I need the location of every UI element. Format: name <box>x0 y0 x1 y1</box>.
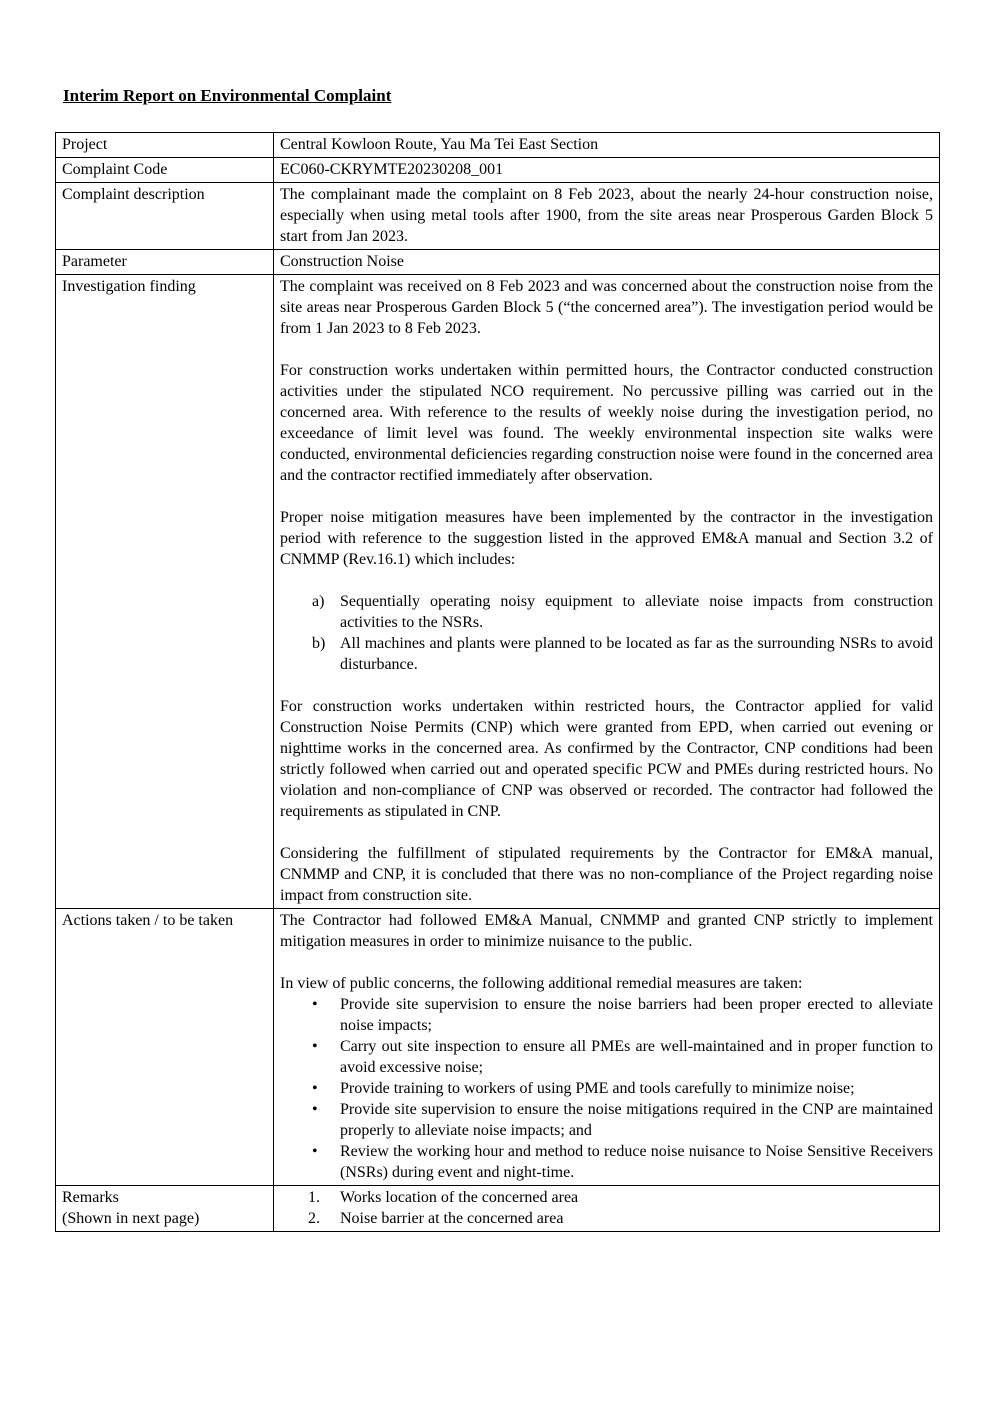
list-marker: 1. <box>308 1189 320 1206</box>
row-label-line: Complaint Code <box>62 161 168 178</box>
row-content-cell <box>274 275 940 909</box>
list-item <box>280 1078 933 1099</box>
row-content-cell <box>274 183 940 250</box>
table-row <box>56 1186 940 1232</box>
list-item-text: Review the working hour and method to reduce noise nuisance to Noise Sensitive Receivers (NSRs) during event and night-time. <box>340 1143 933 1181</box>
row-label-cell <box>56 158 274 183</box>
blank-line <box>280 822 933 843</box>
blank-line <box>280 570 933 591</box>
paragraph: The complainant made the complaint on 8 Feb 2023, about the nearly 24-hour construction noise, especially when using metal tools after 1900, from the site areas near Prosperous Garden Block 5 start from Jan 2023. <box>280 186 933 245</box>
row-label-line: Remarks <box>62 1189 119 1206</box>
table-row <box>56 183 940 250</box>
list-item-text: All machines and plants were planned to be located as far as the surrounding NSRs to avoid disturbance. <box>340 635 933 673</box>
list-item <box>280 994 933 1036</box>
paragraph: For construction works undertaken within restricted hours, the Contractor applied for valid Construction Noise Permits (CNP) which were granted from EPD, when carried out evening or nighttime works in the concerned area. As confirmed by the Contractor, CNP conditions had been strictly followed when carried out and operated specific PCW and PMEs during restricted hours. No violation and non-compliance of CNP was observed or recorded. The contractor had followed the requirements as stipulated in CNP. <box>280 698 933 820</box>
paragraph: Considering the fulfillment of stipulated requirements by the Contractor for EM&A manual, CNMMP and CNP, it is concluded that there was no non-compliance of the Project regarding noise impact from construction site. <box>280 845 933 904</box>
list-marker: a) <box>312 593 325 610</box>
paragraph: In view of public concerns, the following additional remedial measures are taken: <box>280 975 803 992</box>
row-label-line: Investigation finding <box>62 278 196 295</box>
list-item <box>280 1208 933 1229</box>
row-label-line: Actions taken / to be taken <box>62 912 234 929</box>
list-marker: 2. <box>308 1210 320 1227</box>
list-marker: • <box>312 1101 318 1118</box>
blank-line <box>280 675 933 696</box>
row-label-cell <box>56 133 274 158</box>
paragraph: Central Kowloon Route, Yau Ma Tei East Section <box>280 136 599 153</box>
list-item-text: Provide site supervision to ensure the noise barriers had been proper erected to alleviate noise impacts; <box>340 996 933 1034</box>
list-item-text: Provide training to workers of using PME and tools carefully to minimize noise; <box>340 1080 855 1097</box>
table-row <box>56 250 940 275</box>
alpha-list <box>280 591 933 675</box>
list-marker: • <box>312 996 318 1013</box>
row-label-line: (Shown in next page) <box>62 1210 200 1227</box>
list-marker: • <box>312 1080 318 1097</box>
list-marker: • <box>312 1038 318 1055</box>
list-item <box>280 1141 933 1183</box>
paragraph: The complaint was received on 8 Feb 2023 and was concerned about the construction noise from the site areas near Prosperous Garden Block 5 (“the concerned area”). The investigation period would be from 1 Jan 2023 to 8 Feb 2023. <box>280 278 933 337</box>
decimal-list <box>280 1187 933 1229</box>
row-label-cell <box>56 183 274 250</box>
blank-line <box>280 339 933 360</box>
row-label-line: Complaint description <box>62 186 205 203</box>
list-item-text: Carry out site inspection to ensure all PMEs are well-maintained and in proper function to avoid excessive noise; <box>340 1038 933 1076</box>
list-item <box>280 1099 933 1141</box>
row-label-line: Parameter <box>62 253 127 270</box>
report-table <box>55 132 940 1232</box>
row-content-cell <box>274 1186 940 1232</box>
table-row <box>56 133 940 158</box>
paragraph: Proper noise mitigation measures have been implemented by the contractor in the investigation period with reference to the suggestion listed in the approved EM&A manual and Section 3.2 of CNMMP (Rev.16.1) which includes: <box>280 509 933 568</box>
row-label-cell <box>56 275 274 909</box>
page-title: Interim Report on Environmental Complaint <box>63 86 392 105</box>
paragraph: The Contractor had followed EM&A Manual, CNMMP and granted CNP strictly to implement mitigation measures in order to minimize nuisance to the public. <box>280 912 933 950</box>
row-label-cell <box>56 909 274 1186</box>
report-table-body <box>56 133 940 1232</box>
list-item-text: Sequentially operating noisy equipment to alleviate noise impacts from construction activities to the NSRs. <box>340 593 933 631</box>
row-content-cell <box>274 133 940 158</box>
row-label-line: Project <box>62 136 108 153</box>
list-item-text: Works location of the concerned area <box>340 1189 579 1206</box>
table-row <box>56 275 940 909</box>
list-item <box>280 633 933 675</box>
row-content-cell <box>274 909 940 1186</box>
table-row <box>56 909 940 1186</box>
list-item <box>280 591 933 633</box>
row-content-cell <box>274 250 940 275</box>
paragraph: EC060-CKRYMTE20230208_001 <box>280 161 504 178</box>
list-item-text: Noise barrier at the concerned area <box>340 1210 564 1227</box>
table-row <box>56 158 940 183</box>
list-marker: • <box>312 1143 318 1160</box>
blank-line <box>280 486 933 507</box>
list-item-text: Provide site supervision to ensure the noise mitigations required in the CNP are maintained properly to alleviate noise impacts; and <box>340 1101 933 1139</box>
blank-line <box>280 952 933 973</box>
list-item <box>280 1036 933 1078</box>
paragraph: For construction works undertaken within permitted hours, the Contractor conducted construction activities under the stipulated NCO requirement. No percussive pilling was carried out in the concerned area. With reference to the results of weekly noise during the investigation period, no exceedance of limit level was found. The weekly environmental inspection site walks were conducted, environmental deficiencies regarding construction noise were found in the concerned area and the contractor rectified immediately after observation. <box>280 362 933 484</box>
paragraph: Construction Noise <box>280 253 404 270</box>
list-item <box>280 1187 933 1208</box>
row-label-cell <box>56 250 274 275</box>
row-label-cell <box>56 1186 274 1232</box>
bullet-list <box>280 994 933 1183</box>
list-marker: b) <box>312 635 326 652</box>
row-content-cell <box>274 158 940 183</box>
